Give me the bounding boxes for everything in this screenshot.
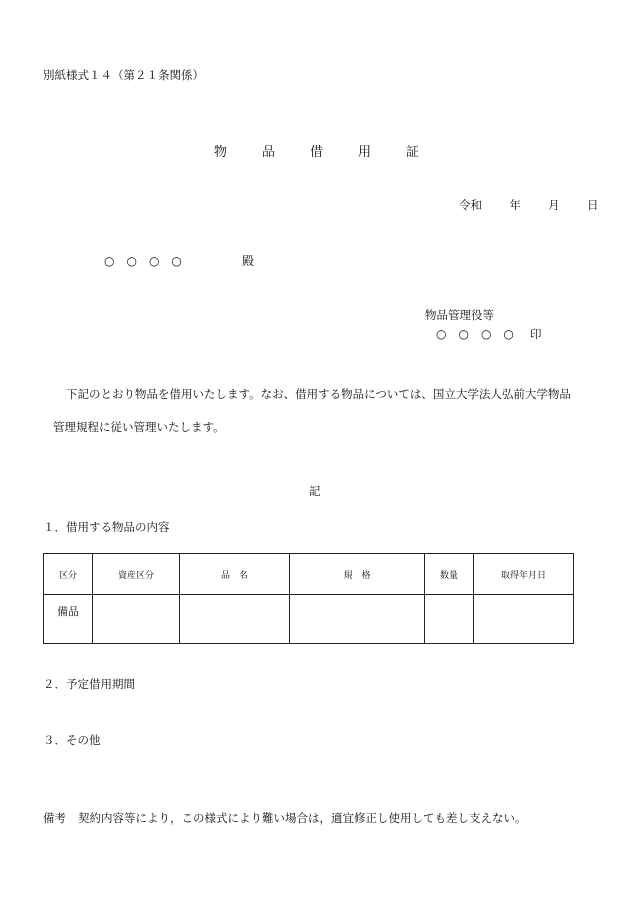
date-month: 月	[548, 198, 560, 212]
issuer-name: ○ ○ ○ ○	[436, 327, 514, 341]
table-header-cell: 規 格	[290, 554, 425, 595]
table-cell	[290, 595, 425, 644]
table-header-cell: 区分	[44, 554, 93, 595]
table-header-cell: 資産区分	[93, 554, 180, 595]
title-char: 証	[406, 145, 420, 160]
section2-heading: ２．予定借用期間	[43, 677, 135, 691]
date-line	[459, 197, 598, 213]
table-header-cell: 数量	[425, 554, 474, 595]
date-year: 年	[509, 198, 521, 212]
form-id: 別紙様式１４（第２１条関係）	[43, 68, 204, 82]
body-text-line1: 下記のとおり物品を借用いたします。なお、借用する物品については、国立大学法人弘前大学物品	[66, 387, 571, 401]
table-cell	[425, 595, 474, 644]
date-day: 日	[586, 198, 599, 212]
addressee-name: ○ ○ ○ ○	[104, 254, 182, 268]
document-title	[214, 141, 454, 160]
issuer-seal: 印	[530, 327, 542, 341]
table-header-row	[44, 554, 574, 595]
title-char: 品	[262, 145, 276, 160]
remarks-text: 契約内容等により，この様式により難い場合は，適宜修正し使用しても差し支えない。	[78, 811, 527, 825]
table-header-cell: 品 名	[180, 554, 290, 595]
issuer-role: 物品管理役等	[425, 308, 494, 322]
section3-heading: ３．その他	[43, 733, 101, 747]
table-cell	[180, 595, 290, 644]
table-cell: 備品	[44, 595, 93, 644]
items-table	[43, 553, 574, 644]
table-cell	[93, 595, 180, 644]
table-row	[44, 595, 574, 644]
table-cell	[474, 595, 574, 644]
body-text-line2: 管理規程に従い管理いたします。	[53, 420, 225, 434]
section1-heading: １．借用する物品の内容	[43, 520, 170, 534]
title-char: 借	[310, 145, 324, 160]
date-era: 令和	[459, 198, 482, 212]
ki-heading: 記	[309, 484, 321, 498]
addressee-honorific: 殿	[242, 254, 255, 268]
remarks-label: 備考	[43, 811, 66, 825]
remarks	[43, 810, 527, 826]
title-char: 用	[358, 145, 372, 160]
table-header-cell: 取得年月日	[474, 554, 574, 595]
title-char: 物	[214, 145, 228, 160]
